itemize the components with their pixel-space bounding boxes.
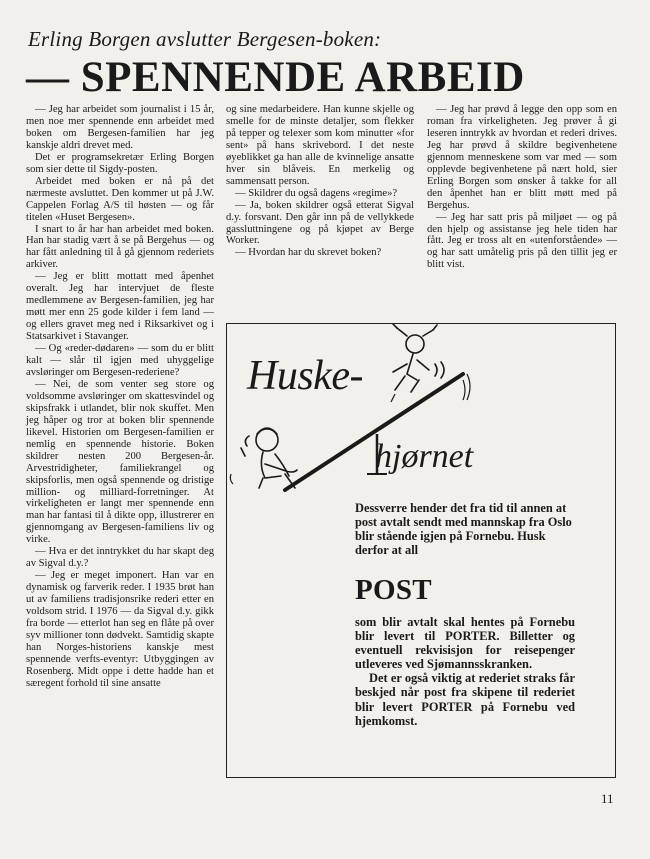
article-column-1 xyxy=(26,104,214,690)
article-kicker: Erling Borgen avslutter Bergesen-boken: xyxy=(28,27,382,51)
paragraph: — Hvordan har du skrevet boken? xyxy=(235,247,382,259)
paragraph: — Skildrer du også dagens «regime»? xyxy=(235,187,398,199)
paragraph: — Jeg har arbeidet som journalist i 15 år, men noe mer spennende enn arbeidet med boken om Bergesen-familien har jeg kanskje aldri drevet med. xyxy=(26,104,214,151)
huskehjornet-box xyxy=(226,323,616,778)
paragraph: — Nei, de som venter seg store og voldsomme avsløringer om skattesvindel og skipsfrakk i utlandet, blir nok skuffet. Men jeg håper og tror at boken blir spennende likevel. Historien om Bergesen-familien er nemlig en spennende historie. Boken skildrer nesten 200 Bergesen-år. Arvestridigheter, familiekrangel og skipsforlis, men også spennende og dristige million- og milliard-forretninger. At virkeligheten er langt mer spennende enn man har fantasi til å dikte opp, illustrerer en gjennomgang av Bergesen-familiens liv og virke. xyxy=(26,378,214,546)
box-paragraph: som blir avtalt skal hentes på Fornebu blir levert til PORTER. Billetter og eventuell rekvisisjon for reisepenger utleveres ved Sjømannsskranken. xyxy=(355,615,575,672)
box-intro-text: Dessverre hender det fra tid til annen at post avtalt sendt med mannskap fra Oslo blir stående igjen på Fornebu. Husk derfor at all xyxy=(355,501,572,558)
paragraph: — Jeg er blitt mottatt med åpenhet overalt. Jeg har intervjuet de fleste medlemmene av Bergesen-familien, jeg har møtt mer enn 25 gode kilder i fem land — og ellers gravet meg ned i Riksarkivet og i Statsarkivet i Stavanger. xyxy=(26,271,214,343)
article-headline: — SPENNENDE ARBEID xyxy=(26,54,525,101)
paragraph: — Hva er det inntrykket du har skapt deg av Sigval d.y.? xyxy=(26,546,214,570)
paragraph: — Ja, boken skildrer også etterat Sigval d.y. forsvant. Den går inn på de vellykkede gassluttningene og på kjøpet av Berge Worker. xyxy=(226,199,414,247)
paragraph: Arbeidet med boken er nå på det nærmeste avsluttet. Den kommer ut på J.W. Cappelen Forlag A/S til høsten — og får titelen «Huset Bergesen». xyxy=(26,175,214,223)
paragraph: og sine medarbeidere. Han kunne skjelle og smelle for de minste detaljer, som flekker på tepper og telexer som kom minutter «for sent» på hans skrivebord. I det neste øyeblikket ga han alle de kvinnelige ansatte hver sin blåveis. En merkelig og sammensatt person. xyxy=(226,104,414,187)
paragraph: — Jeg har satt pris på miljøet — og på den hjelp og assistanse jeg hele tiden har fått. Jeg er tross alt en «utenforstående» — og har satt umåtelig pris på den tillit jeg er blitt vist. xyxy=(427,211,617,271)
box-title-huske: Huske- xyxy=(247,353,363,399)
box-post-heading: POST xyxy=(355,574,432,606)
article-column-3 xyxy=(427,104,617,271)
page-number: 11 xyxy=(601,791,614,806)
paragraph: — Jeg er meget imponert. Han var en dynamisk og farverik reder. I 1935 brøt han ut av familiens tradisjonsrike rederi etter en voldsom strid. I 1976 — da Sigval d.y. gikk fra borde — etterlot han seg en flåte på over syv millioner tonn dødvekt. Samtidig skapte han Norges-historiens kanskje mest spennende verfts-eventyr: Utbyggingen av Rosenberg. Midt oppe i dette hadde han et særegent forhold til sine ansatte xyxy=(26,570,214,689)
box-body-text xyxy=(355,615,575,728)
paragraph: Det er programsekretær Erling Borgen som sier dette til Sigdy-posten. xyxy=(26,151,214,175)
box-paragraph: Det er også viktig at rederiet straks får beskjed når post fra skipene til rederiet blir levert PORTER på Fornebu ved hjemkomst. xyxy=(355,671,575,728)
paragraph: I snart to år har han arbeidet med boken. Han har stadig vært å se på Bergehus — og har fått anledning til å gå gjennom rederiets arkiver. xyxy=(26,223,214,271)
paragraph: — Jeg har prøvd å legge den opp som en roman fra virkeligheten. Jeg prøver å gi leseren inntrykk av hvordan et rederi drives. Jeg har prøvd å skildre begivenhetene gjennom menneskene som var med — som opplevde begivenhetene på nært hold, sier Erling Borgen som ønsker å takke for all den åpenhet han er blitt møtt med på Bergehus. xyxy=(427,104,617,211)
box-title-hjornet: hjørnet xyxy=(375,438,474,475)
paragraph: — Og «reder-dødaren» — som du er blitt kalt — slår til igjen med uhyggelige avsløringer om Bergesen-rederiene? xyxy=(26,343,214,378)
article-column-2 xyxy=(226,104,414,259)
